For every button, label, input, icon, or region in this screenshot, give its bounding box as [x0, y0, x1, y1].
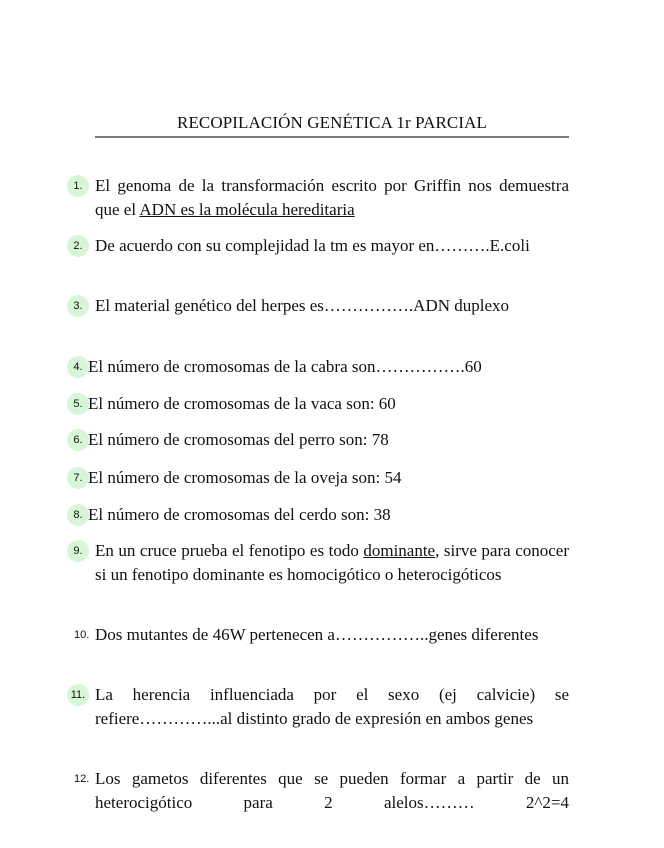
item-number: 10.: [74, 629, 90, 641]
item-text: El número de cromosomas del perro son: 78: [88, 430, 389, 449]
item-text: El número de cromosomas de la oveja son: 54: [88, 468, 402, 487]
item-text: En un cruce prueba el fenotipo es todo dominante, sirve para conocer si un fenotipo dominante es homocigótico o heterocigóticos: [95, 541, 569, 584]
item-number: 8.: [67, 504, 89, 526]
item-number: 4.: [67, 356, 89, 378]
item-number: 12.: [74, 773, 90, 785]
item-number: 2.: [67, 235, 89, 257]
document-title: RECOPILACIÓN GENÉTICA 1r PARCIAL: [95, 112, 569, 138]
underlined-phrase: dominante: [363, 541, 436, 560]
item-number: 7.: [67, 467, 89, 489]
item-number: 1.: [67, 175, 89, 197]
item-number: 5.: [67, 393, 89, 415]
item-number: 11.: [67, 684, 89, 706]
item-text: El número de cromosomas de la cabra son…………….60: [88, 357, 482, 376]
item-text: El material genético del herpes es…………….ADN duplexo: [95, 296, 510, 315]
underlined-phrase: ADN es la molécula hereditaria: [139, 200, 355, 219]
item-text: De acuerdo con su complejidad la tm es mayor en……….E.coli: [95, 236, 530, 255]
item-text: Los gametos diferentes que se pueden formar a partir de un heterocigótico para 2 alelos……… 2^2=4: [95, 769, 569, 812]
item-number: 6.: [67, 429, 89, 451]
item-number: 9.: [67, 540, 89, 562]
item-text: El número de cromosomas de la vaca son: 60: [88, 394, 396, 413]
item-number: 3.: [67, 295, 89, 317]
item-text: La herencia influenciada por el sexo (ej calvicie) se refiere…………...al distinto grado de expresión en ambos genes: [95, 685, 569, 728]
item-text: El número de cromosomas del cerdo son: 38: [88, 505, 391, 524]
item-text: Dos mutantes de 46W pertenecen a……………..genes diferentes: [95, 625, 539, 644]
item-text: El genoma de la transformación escrito por Griffin nos demuestra que el ADN es la molécula hereditaria: [95, 176, 569, 219]
